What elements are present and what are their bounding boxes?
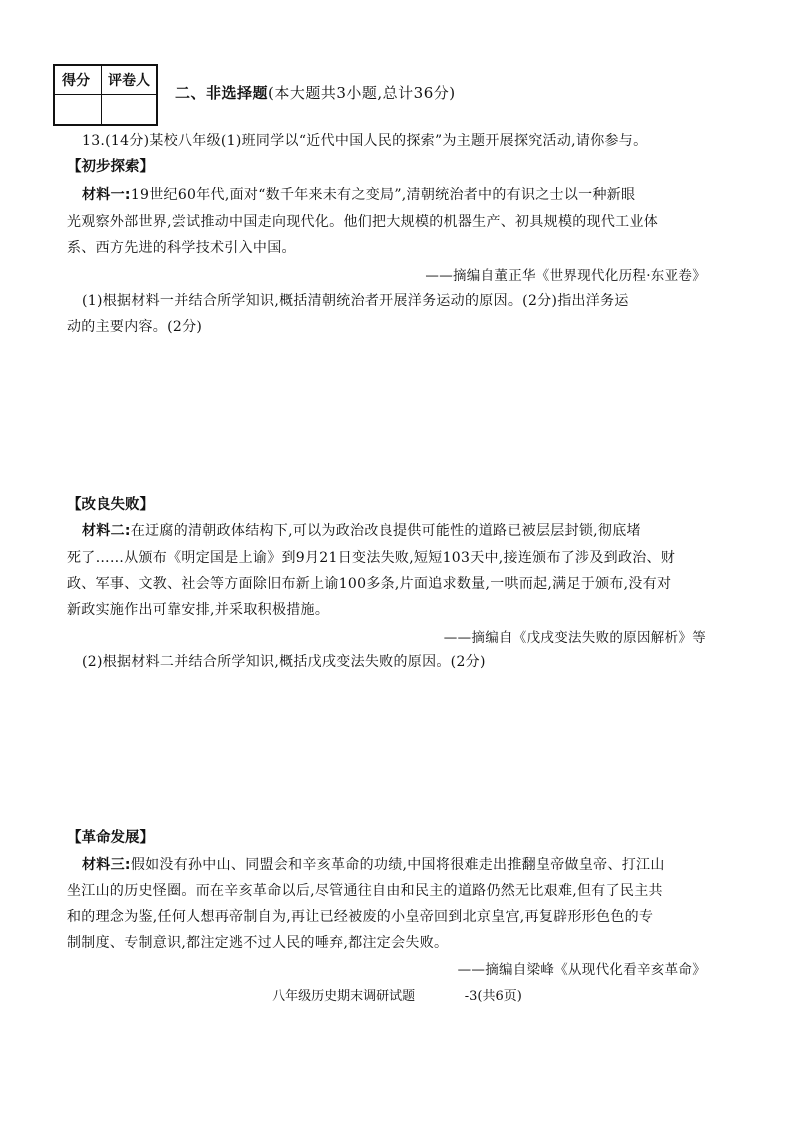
grader-label: 评卷人 xyxy=(108,73,150,89)
score-label: 得分 xyxy=(62,73,90,89)
part1-question-line: (1)根据材料一并结合所学知识,概括清朝统治者开展洋务运动的原因。(2分)指出洋务运 xyxy=(82,293,629,309)
part1-material-line xyxy=(82,185,762,205)
part3-material-line: 制制度、专制意识,都注定逃不过人民的唾弃,都注定会失败。 xyxy=(67,935,449,951)
part2-source: ——摘编自《戊戌变法失败的原因解析》等 xyxy=(443,630,706,646)
part2-material-line: 死了……从颁布《明定国是上谕》到9月21日变法失败,短短103天中,接连颁布了涉及到政治、财 xyxy=(67,550,676,566)
footer-exam-title: 八年级历史期末调研试题 xyxy=(272,989,416,1004)
footer-page-number: -3(共6页) xyxy=(464,989,522,1004)
page-footer xyxy=(0,985,794,1004)
part2-material-line: 新政实施作出可靠安排,并采取积极措施。 xyxy=(67,602,330,618)
section-title xyxy=(175,82,456,103)
part2-material-line xyxy=(82,521,762,541)
part3-material-line xyxy=(82,855,762,875)
part2-material-label: 材料二: xyxy=(82,523,131,539)
section-subtitle: (本大题共3小题,总计36分) xyxy=(268,84,456,102)
section-title-text: 二、非选择题 xyxy=(175,84,269,102)
part1-material-line: 系、西方先进的科学技术引入中国。 xyxy=(67,240,296,256)
part1-heading: 【初步探索】 xyxy=(67,159,154,175)
part3-material-line: 坐江山的历史怪圈。而在辛亥革命以后,尽管通往自由和民主的道路仍然无比艰难,但有了民主共 xyxy=(67,883,663,899)
part1-material-label: 材料一: xyxy=(82,187,131,203)
score-table xyxy=(53,64,158,126)
part3-material-text: 假如没有孙中山、同盟会和辛亥革命的功绩,中国将很难走出推翻皇帝做皇帝、打江山 xyxy=(130,857,665,873)
part3-material-line: 和的理念为鉴,任何人想再帝制自为,再让已经被废的小皇帝回到北京皇宫,再复辟形形色色的专 xyxy=(67,909,654,925)
part3-material-label: 材料三: xyxy=(82,857,131,873)
part3-heading: 【革命发展】 xyxy=(67,830,154,846)
part2-heading: 【改良失败】 xyxy=(67,497,154,513)
part1-material-line: 光观察外部世界,尝试推动中国走向现代化。他们把大规模的机器生产、初具规模的现代工业体 xyxy=(67,214,659,230)
part1-question-line: 动的主要内容。(2分) xyxy=(67,319,203,335)
part2-material-text: 在迂腐的清朝政体结构下,可以为政治改良提供可能性的道路已被层层封锁,彻底堵 xyxy=(130,523,641,539)
part2-question-line: (2)根据材料二并结合所学知识,概括戊戌变法失败的原因。(2分) xyxy=(82,654,486,670)
question-stem: 13.(14分)某校八年级(1)班同学以“近代中国人民的探索”为主题开展探究活动,请你参与。 xyxy=(82,133,648,149)
part1-source: ——摘编自董正华《世界现代化历程·东亚卷》 xyxy=(425,268,706,284)
table-divider xyxy=(101,66,102,124)
table-divider xyxy=(55,94,156,95)
part3-source: ——摘编自梁峰《从现代化看辛亥革命》 xyxy=(457,962,706,978)
part2-material-line: 政、军事、文教、社会等方面除旧布新上谕100多条,片面追求数量,一哄而起,满足于颁布,没有对 xyxy=(67,576,672,592)
part1-material-text: 19世纪60年代,面对“数千年来未有之变局”,清朝统治者中的有识之士以一种新眼 xyxy=(130,187,636,203)
